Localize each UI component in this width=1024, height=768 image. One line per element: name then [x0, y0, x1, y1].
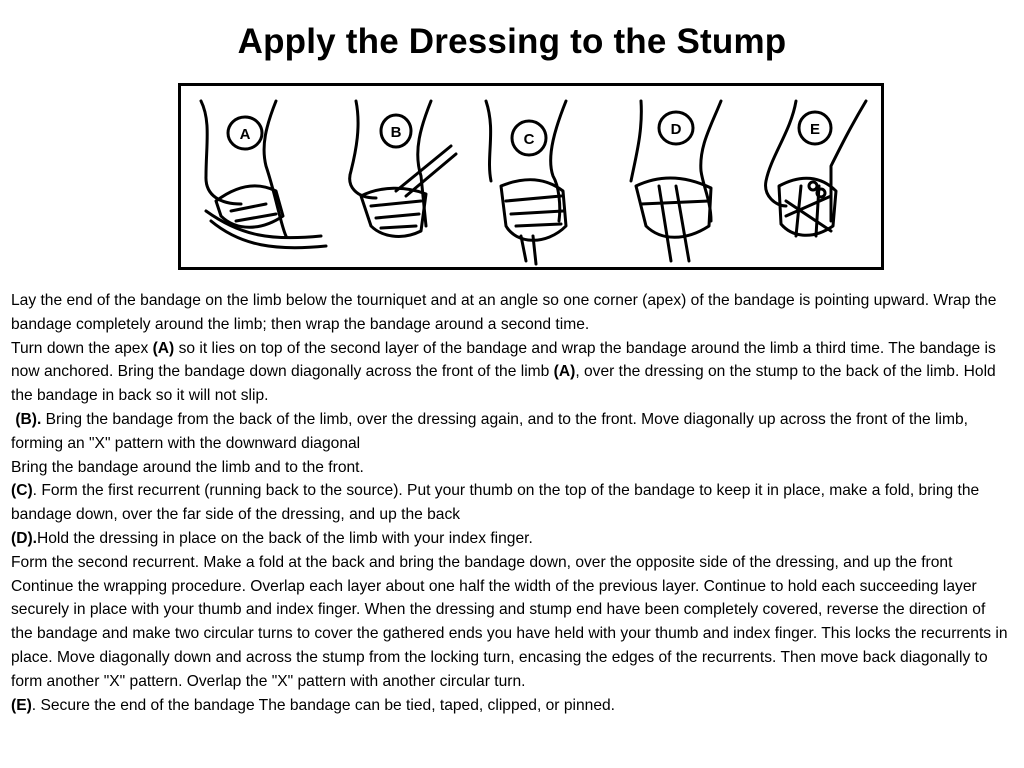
step-label-b: (B).: [15, 410, 42, 428]
step-label-d: (D).: [11, 529, 37, 547]
panel-label-e: E: [809, 121, 821, 138]
panel-a-drawing: [201, 101, 326, 248]
step-label-e: (E): [11, 696, 32, 714]
panel-label-a: A: [239, 126, 251, 143]
paragraph-5: [11, 479, 1011, 527]
step-label-a-second: (A): [553, 363, 576, 381]
paragraph-6: [11, 527, 1011, 551]
paragraph-2: [11, 337, 1011, 408]
paragraph-5-text: . Form the first recurrent (running back to the source). Put your thumb on the top of the bandage to keep it in place, make a fold, bring the bandage down, over the far side of the dressing, and up the back: [11, 482, 980, 524]
panel-label-c: C: [523, 131, 535, 148]
paragraph-2-part-b: so it lies on top of the second layer of the bandage and wrap the bandage around the limb a third time. The bandage is now anchored. Bring the bandage down diagonally across the front of the limb: [11, 339, 996, 381]
step-label-c: (C): [11, 482, 33, 500]
panel-c-drawing: [486, 101, 566, 264]
paragraph-8: [11, 694, 1011, 718]
panel-label-d: D: [670, 121, 682, 138]
step-label-a: (A): [152, 339, 175, 357]
paragraph-4: Bring the bandage around the limb and to the front.: [11, 458, 364, 476]
paragraph-3: [11, 408, 1011, 456]
paragraph-2-part-c: , over the dressing on the stump to the back of the limb. Hold the bandage in back so it will not slip.: [11, 363, 996, 405]
paragraph-2-part-a: Turn down the apex: [11, 339, 153, 357]
paragraph-3-text: Bring the bandage from the back of the limb, over the dressing again, and to the front. Move diagonally up across the front of the limb, forming an "X" pattern with the downward diagonal: [11, 410, 968, 452]
paragraph-1: Lay the end of the bandage on the limb below the tourniquet and at an angle so one corner (apex) of the bandage is pointing upward. Wrap the bandage completely around the limb; then wrap the bandage around a second time.: [11, 292, 997, 333]
paragraph-6-text: Hold the dressing in place on the back of the limb with your index finger.: [36, 529, 533, 547]
paragraph-8-text: . Secure the end of the bandage The bandage can be tied, taped, clipped, or pinned.: [31, 696, 615, 714]
panel-label-b: B: [390, 124, 402, 141]
bandage-steps-illustration: [178, 83, 884, 270]
slide-title: Apply the Dressing to the Stump: [237, 22, 787, 61]
instructions-text: [11, 289, 1011, 717]
panel-b-drawing: [350, 101, 456, 236]
bandage-steps-svg: [181, 86, 881, 267]
paragraph-7: Form the second recurrent. Make a fold at the back and bring the bandage down, over the opposite side of the dressing, and up the front Continue the wrapping procedure. Overlap each layer about one half the width of the previous layer. Continue to hold each succeeding layer securely in place with your thumb and index finger. When the dressing and stump end have been completely covered, reverse the direction of the bandage and make two circular turns to cover the gathered ends you have held with your thumb and index finger. This locks the recurrents in place. Move diagonally down and across the stump from the locking turn, encasing the edges of the recurrents. Then move back diagonally to form another "X" pattern. Overlap the "X" pattern with another circular turn.: [11, 553, 1008, 690]
